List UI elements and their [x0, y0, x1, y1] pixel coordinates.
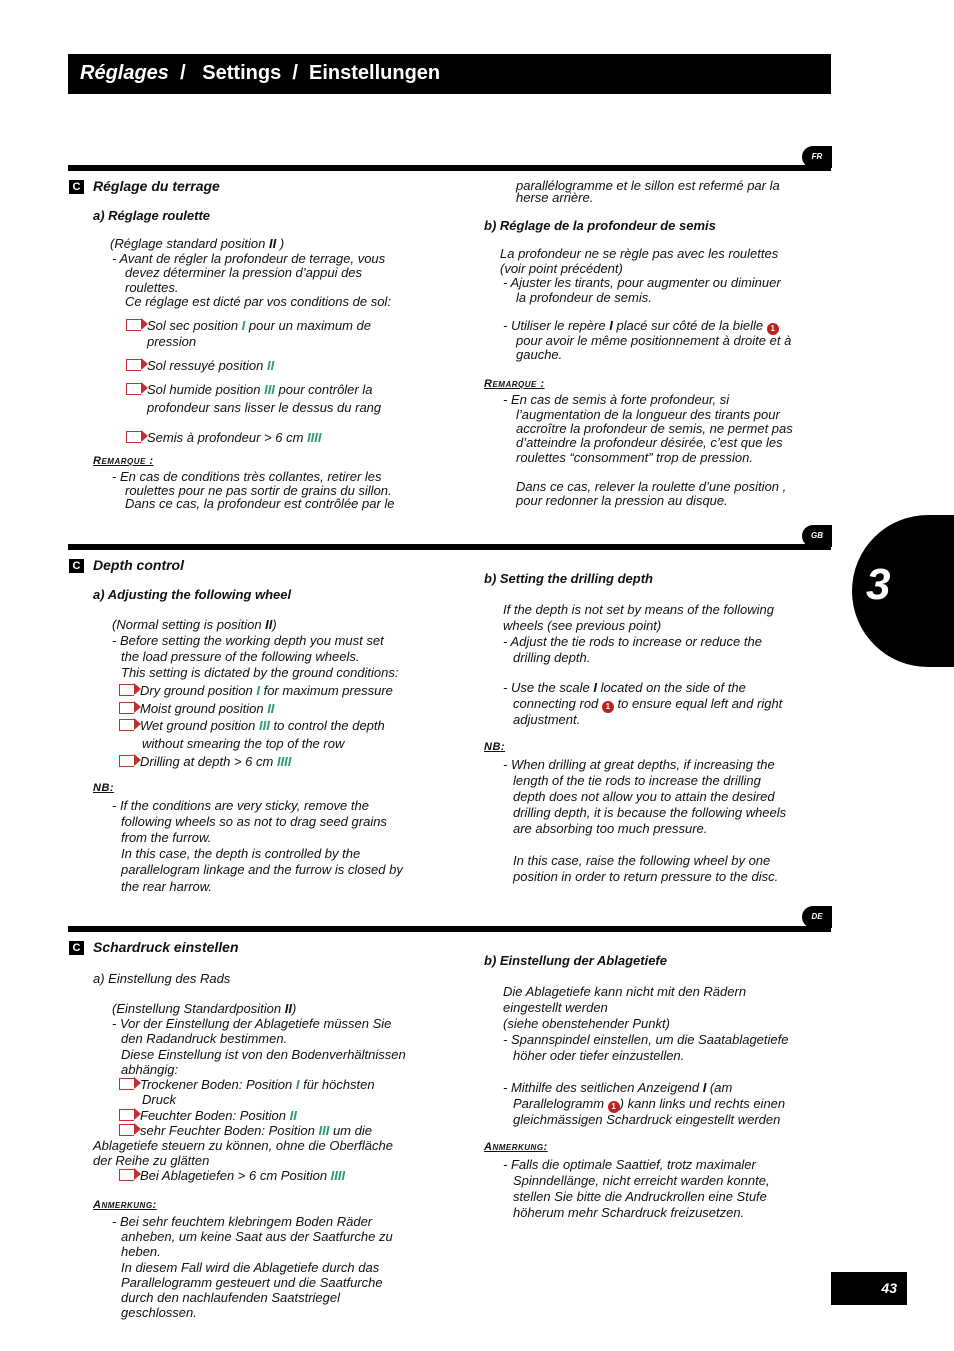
de-b6: - Mithilfe des seitlichen Anzeigend I (am [503, 1080, 733, 1095]
chapter-number: 3 [866, 560, 891, 609]
gb-d4: drilling depth, it is because the following wheels [513, 805, 787, 820]
gb-item-dry: Dry ground position I for maximum pressure [119, 683, 393, 698]
de-remark-label: Anmerkung: [93, 1199, 157, 1211]
arrow-icon [119, 684, 134, 696]
gb-d6: In this case, raise the following wheel by one [513, 853, 771, 868]
de-r6: durch den nachlaufenden Saatstriegel [121, 1290, 340, 1305]
fr-c1: parallélogramme et le sillon est refermé par la [516, 178, 780, 193]
fr-std: (Réglage standard position II ) [110, 236, 285, 251]
fr-d4: d’atteindre la profondeur désirée, c’est que les [516, 435, 783, 450]
fr-item-wet: Sol humide position III pour contrôler la [126, 382, 372, 397]
fr-l1: - Avant de régler la profondeur de terrage, vous [112, 251, 386, 266]
gb-b5: - Use the scale I located on the side of the [503, 680, 746, 695]
section-marker-gb: C [69, 559, 84, 573]
section-rule-de [68, 926, 831, 932]
gb-b6: connecting rod 1 to ensure equal left and right [513, 696, 783, 711]
gb-item-wet-2: without smearing the top of the row [142, 736, 345, 751]
de-l1: - Vor der Einstellung der Ablagetiefe müssen Sie [112, 1016, 392, 1031]
rod-marker-icon: 1 [608, 1101, 620, 1113]
fr-l4: Ce réglage est dicté par vos conditions de sol: [125, 294, 391, 309]
arrow-icon [119, 1109, 134, 1121]
fr-r3: Dans ce cas, la profondeur est contrôlée par le [125, 496, 395, 511]
fr-d3: accroître la profondeur de semis, ne permet pas [516, 421, 793, 436]
de-r7: geschlossen. [121, 1305, 197, 1320]
de-item-wet: sehr Feuchter Boden: Position III um die [119, 1123, 372, 1138]
section-rule-fr [68, 165, 831, 171]
fr-item-wet-2: profondeur sans lisser le dessus du rang [147, 400, 382, 415]
fr-item-dry: Sol sec position I pour un maximum de [126, 318, 371, 333]
de-l4: abhängig: [121, 1062, 179, 1077]
subtitle-a-fr: a) Réglage roulette [93, 208, 211, 223]
de-remark2-label: Anmerkung: [484, 1141, 548, 1153]
gb-d2: length of the tie rods to increase the drilling [513, 773, 761, 788]
gb-d3: depth does not allow you to attain the desired [513, 789, 775, 804]
section-rule-gb [68, 544, 831, 550]
de-b3: (siehe obenstehender Punkt) [503, 1016, 670, 1031]
gb-remark-label: NB: [93, 782, 115, 794]
de-d3: stellen Sie bitte die Andruckrollen eine Stufe [513, 1189, 767, 1204]
gb-b4: drilling depth. [513, 650, 591, 665]
arrow-icon [126, 383, 141, 395]
lang-tab-fr: FR [802, 146, 832, 168]
fr-r1: - En cas de conditions très collantes, retirer les [112, 469, 382, 484]
arrow-icon [119, 702, 134, 714]
gb-b3: - Adjust the tie rods to increase or reduce the [503, 634, 762, 649]
arrow-icon [119, 1169, 134, 1181]
arrow-icon [119, 1124, 134, 1136]
de-l2: den Radandruck bestimmen. [121, 1031, 288, 1046]
de-r1: - Bei sehr feuchtem klebringem Boden Räder [112, 1214, 373, 1229]
gb-item-depth: Drilling at depth > 6 cm IIII [119, 754, 291, 769]
fr-b3: - Ajuster les tirants, pour augmenter ou diminuer [503, 275, 781, 290]
gb-r2: following wheels so as not to drag seed grains [121, 814, 387, 829]
gb-b7: adjustment. [513, 712, 581, 727]
lang-tab-de: DE [802, 906, 832, 928]
gb-b2: wheels (see previous point) [503, 618, 662, 633]
gb-item-wet: Wet ground position III to control the depth [119, 718, 385, 733]
fr-d5: roulettes “consomment” trop de pression. [516, 450, 753, 465]
gb-d7: position in order to return pressure to the disc. [513, 869, 779, 884]
arrow-icon [126, 359, 141, 371]
fr-item-dry-2: pression [147, 334, 197, 349]
gb-l2: the load pressure of the following wheels. [121, 649, 360, 664]
de-item-dry: Trockener Boden: Position I für höchsten [119, 1077, 375, 1092]
gb-r3: from the furrow. [121, 830, 212, 845]
de-b2: eingestellt werden [503, 1000, 608, 1015]
fr-d2: l’augmentation de la longueur des tirants pour [516, 407, 780, 422]
subtitle-a-de: a) Einstellung des Rads [93, 971, 231, 986]
fr-l3: roulettes. [125, 280, 179, 295]
gb-b1: If the depth is not set by means of the following [503, 602, 774, 617]
de-b8: gleichmässigen Schardruck eingestellt werden [513, 1112, 781, 1127]
de-d2: Spinndellänge, nicht erreicht warden konnte, [513, 1173, 770, 1188]
fr-b7: gauche. [516, 347, 563, 362]
gb-std: (Normal setting is position II) [112, 617, 277, 632]
gb-d1: - When drilling at great depths, if increasing the [503, 757, 775, 772]
section-title-fr: Réglage du terrage [93, 178, 220, 194]
de-item-moist: Feuchter Boden: Position II [119, 1108, 297, 1123]
de-item-wet-2: Ablagetiefe steuern zu können, ohne die Oberfläche [93, 1138, 393, 1153]
rod-marker-icon: 1 [602, 701, 614, 713]
de-r2: anheben, um keine Saat aus der Saatfurche zu [121, 1229, 393, 1244]
fr-l2: devez déterminer la pression d’appui des [125, 265, 363, 280]
subtitle-b-fr: b) Réglage de la profondeur de semis [484, 218, 716, 233]
fr-b6: pour avoir le même positionnement à droite et à [516, 333, 792, 348]
fr-c2: herse arrière. [516, 190, 594, 205]
gb-r5: parallelogram linkage and the furrow is closed by [121, 862, 403, 877]
gb-l1: - Before setting the working depth you must set [112, 633, 384, 648]
de-b5: höher oder tiefer einzustellen. [513, 1048, 685, 1063]
de-l3: Diese Einstellung ist von den Bodenverhältnissen [121, 1047, 406, 1062]
section-title-de: Schardruck einstellen [93, 939, 239, 955]
de-b1: Die Ablagetiefe kann nicht mit den Rädern [503, 984, 747, 999]
fr-d1: - En cas de semis à forte profondeur, si [503, 392, 730, 407]
de-item-depth: Bei Ablagetiefen > 6 cm Position IIII [119, 1168, 345, 1183]
gb-r1: - If the conditions are very sticky, remove the [112, 798, 369, 813]
arrow-icon [119, 719, 134, 731]
gb-r6: the rear harrow. [121, 879, 213, 894]
de-item-dry-2: Druck [142, 1092, 176, 1107]
de-b7: Parallelogramm 1 ) kann links und rechts einen [513, 1096, 786, 1111]
de-b4: - Spannspindel einstellen, um die Saatablagetiefe [503, 1032, 789, 1047]
section-marker-fr: C [69, 180, 84, 194]
de-item-wet-3: der Reihe zu glätten [93, 1153, 210, 1168]
fr-remark-label: Remarque : [93, 455, 154, 467]
fr-d6: Dans ce cas, relever la roulette d’une position , [516, 479, 787, 494]
fr-b2: (voir point précédent) [500, 261, 623, 276]
gb-remark2-label: NB: [484, 741, 506, 753]
subtitle-a-gb: a) Adjusting the following wheel [93, 587, 292, 602]
fr-b5: - Utiliser le repère I placé sur côté de la bielle 1 [503, 318, 779, 335]
section-title-gb: Depth control [93, 557, 184, 573]
gb-item-moist: Moist ground position II [119, 701, 274, 716]
gb-r4: In this case, the depth is controlled by the [121, 846, 361, 861]
lang-tab-gb: GB [802, 525, 832, 547]
arrow-icon [119, 755, 134, 767]
fr-item-moist: Sol ressuyé position II [126, 358, 274, 373]
de-d1: - Falls die optimale Saattief, trotz maximaler [503, 1157, 756, 1172]
de-std: (Einstellung Standardposition II) [112, 1001, 297, 1016]
arrow-icon [126, 319, 141, 331]
arrow-icon [126, 431, 141, 443]
fr-remark2-label: Remarque : [484, 378, 545, 390]
de-r5: Parallelogramm gesteuert und die Saatfurche [121, 1275, 383, 1290]
de-r3: heben. [121, 1244, 161, 1259]
arrow-icon [119, 1078, 134, 1090]
section-marker-de: C [69, 941, 84, 955]
fr-b1: La profondeur ne se règle pas avec les roulettes [500, 246, 779, 261]
fr-item-depth: Semis à profondeur > 6 cm IIII [126, 430, 322, 445]
page-title: Réglages / Settings / Einstellungen [80, 62, 441, 84]
subtitle-b-de: b) Einstellung der Ablagetiefe [484, 953, 667, 968]
fr-b4: la profondeur de semis. [516, 290, 652, 305]
de-r4: In diesem Fall wird die Ablagetiefe durch das [121, 1260, 380, 1275]
de-d4: höherum mehr Schardruck freizusetzen. [513, 1205, 745, 1220]
rod-marker-icon: 1 [767, 323, 779, 335]
fr-r2: roulettes pour ne pas sortir de grains du sillon. [125, 483, 392, 498]
gb-d5: are absorbing too much pressure. [513, 821, 708, 836]
page-number: 43 [831, 1272, 907, 1305]
gb-l3: This setting is dictated by the ground conditions: [121, 665, 399, 680]
fr-d7: pour redonner la pression au disque. [516, 493, 728, 508]
subtitle-b-gb: b) Setting the drilling depth [484, 571, 653, 586]
